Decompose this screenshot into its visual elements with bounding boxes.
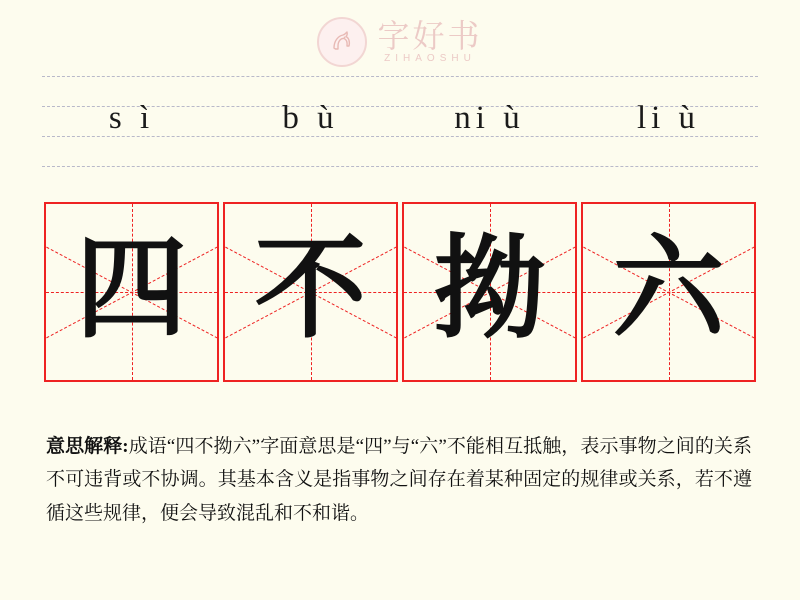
pinyin-syllable-1: s ì bbox=[108, 99, 155, 136]
pinyin-staff bbox=[42, 76, 758, 166]
character-grid bbox=[44, 202, 756, 382]
character-cell bbox=[402, 202, 577, 382]
brand-name-cn: 字好书 bbox=[377, 17, 483, 54]
brand-text bbox=[377, 17, 483, 65]
pinyin-row bbox=[42, 76, 758, 166]
explanation-label: 意思解释: bbox=[46, 436, 129, 457]
character-glyph: 六 bbox=[612, 228, 725, 352]
pinyin-syllable-3: ni ù bbox=[454, 99, 525, 136]
character-glyph: 拗 bbox=[433, 228, 546, 352]
pinyin-syllable-2: b ù bbox=[282, 99, 339, 136]
character-cell bbox=[44, 202, 219, 382]
character-cell bbox=[223, 202, 398, 382]
character-glyph: 四 bbox=[75, 228, 188, 352]
explanation-block bbox=[46, 430, 752, 530]
horse-seal-icon bbox=[317, 17, 367, 67]
brand-name-en: ZIHAOSHU bbox=[384, 53, 476, 65]
brand-logo bbox=[0, 14, 800, 70]
explanation-text: 成语“四不拗六”字面意思是“四”与“六”不能相互抵触，表示事物之间的关系不可违背或不协调。其基本含义是指事物之间存在着某种固定的规律或关系，若不遵循这些规律，便会导致混乱和不和谐。 bbox=[46, 436, 752, 524]
staff-line-bottom bbox=[42, 166, 758, 167]
pinyin-syllable-4: li ù bbox=[636, 99, 701, 136]
character-glyph: 不 bbox=[254, 228, 367, 352]
character-cell bbox=[581, 202, 756, 382]
